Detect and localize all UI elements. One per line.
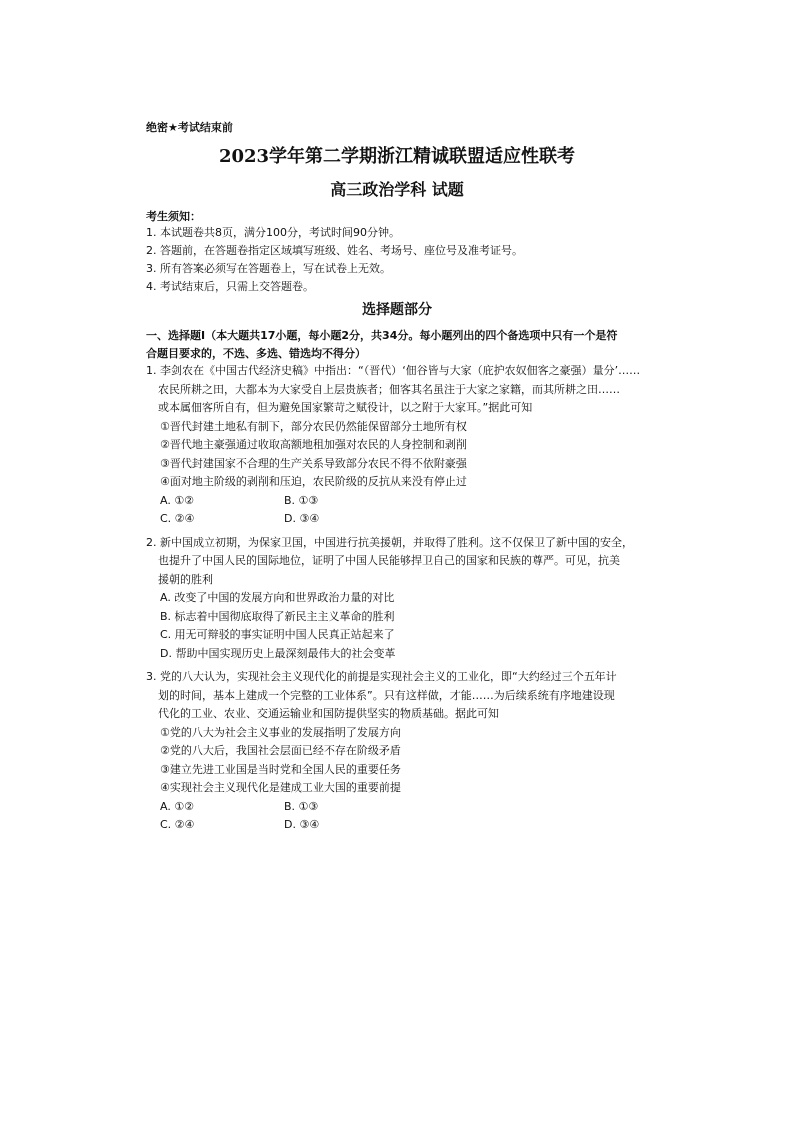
question-statement: ②党的八大后，我国社会层面已经不存在阶级矛盾: [160, 744, 401, 757]
choice-b: B. 标志着中国彻底取得了新民主主义革命的胜利: [160, 609, 395, 623]
choice-c: C. ②④: [160, 818, 195, 831]
question-stem-line: 农民所耕之田，大都本为大家受自上层贵族者；佃客其名虽注于大家之家籍，而其所耕之田……: [158, 382, 620, 396]
question-statement: ④实现社会主义现代化是建成工业大国的重要前提: [160, 781, 401, 794]
question-stem-line: 1. 李剑农在《中国古代经济史稿》中指出：“（晋代）‘佃谷皆与大家（庇护农奴佃客之豪强）量分’……: [146, 364, 641, 377]
question-stem-line: 划的时间，基本上建成一个完整的工业体系”。只有这样做，才能……为后续系统有序地建设现: [158, 688, 615, 702]
choice-c: C. ②④: [160, 512, 195, 525]
notice-heading: 考生须知：: [146, 210, 201, 223]
question-stem-line: 2. 新中国成立初期，为保家卫国，中国进行抗美援朝，并取得了胜利。这不仅保卫了新中国的安全，: [146, 535, 633, 549]
notice-item: 3. 所有答案必须写在答题卷上，写在试卷上无效。: [146, 262, 391, 275]
question-statement: ③晋代封建国家不合理的生产关系导致部分农民不得不依附豪强: [160, 456, 467, 470]
question-stem-line: 代化的工业、农业、交通运输业和国防提供坚实的物质基础。据此可知: [158, 707, 499, 720]
question-stem-line: 或本属佃客所自有，但为避免国家繁苛之赋役计，以之附于大家耳。”据此可知: [158, 401, 533, 414]
question-stem-line: 也提升了中国人民的国际地位，证明了中国人民能够捍卫自己的国家和民族的尊严。可见，抗美: [158, 554, 620, 567]
question-statement: ②晋代地主豪强通过收取高额地租加强对农民的人身控制和剥削: [160, 438, 467, 451]
question-1: [146, 362, 666, 529]
choice-a: A. ①②: [160, 493, 195, 507]
question-statement: ④面对地主阶级的剥削和压迫，农民阶级的反抗从来没有停止过: [160, 475, 467, 488]
answer-choices: [146, 492, 666, 529]
part-instructions-line: 合题目要求的，不选、多选、错选均不得分）: [146, 347, 366, 360]
question-stem-line: 3. 党的八大认为，实现社会主义现代化的前提是实现社会主义的工业化，即“大约经过三个五年计: [146, 670, 617, 683]
choice-d: D. ③④: [284, 818, 320, 831]
notice-item: 1. 本试题卷共8页，满分100分，考试时间90分钟。: [146, 226, 400, 239]
notice-item: 4. 考试结束后，只需上交答题卷。: [146, 280, 314, 293]
part-instructions: [146, 327, 666, 363]
choice-a: A. ①②: [160, 799, 195, 813]
question-list: [146, 362, 666, 840]
confidential-label: 绝密★考试结束前: [146, 121, 233, 134]
notice-list: [146, 224, 666, 296]
question-statement: ①党的八大为社会主义事业的发展指明了发展方向: [160, 725, 401, 739]
exam-subtitle: 高三政治学科 试题: [330, 180, 464, 199]
question-statement: ①晋代封建土地私有制下，部分农民仍然能保留部分土地所有权: [160, 419, 467, 433]
part-instructions-line: 一、选择题Ⅰ（本大题共17小题，每小题2分，共34分。每小题列出的四个备选项中只有一个是符: [146, 329, 618, 342]
choice-b: B. ①③: [284, 799, 319, 813]
choice-c: C. 用无可辩驳的事实证明中国人民真正站起来了: [160, 628, 395, 641]
choice-b: B. ①③: [284, 493, 319, 507]
question-stem-line: 援朝的胜利: [158, 572, 213, 586]
question-statement: ③建立先进工业国是当时党和全国人民的重要任务: [160, 762, 401, 776]
answer-choices: [146, 798, 666, 835]
exam-title: 2023学年第二学期浙江精诚联盟适应性联考: [218, 146, 576, 167]
choice-d: D. ③④: [284, 512, 320, 525]
choice-d: D. 帮助中国实现历史上最深刻最伟大的社会变革: [160, 646, 396, 660]
question-2: [146, 534, 666, 664]
choice-a: A. 改变了中国的发展方向和世界政治力量的对比: [160, 591, 395, 604]
question-3: [146, 668, 666, 835]
section-title: 选择题部分: [362, 302, 432, 318]
notice-item: 2. 答题前，在答题卷指定区域填写班级、姓名、考场号、座位号及准考证号。: [146, 244, 523, 257]
